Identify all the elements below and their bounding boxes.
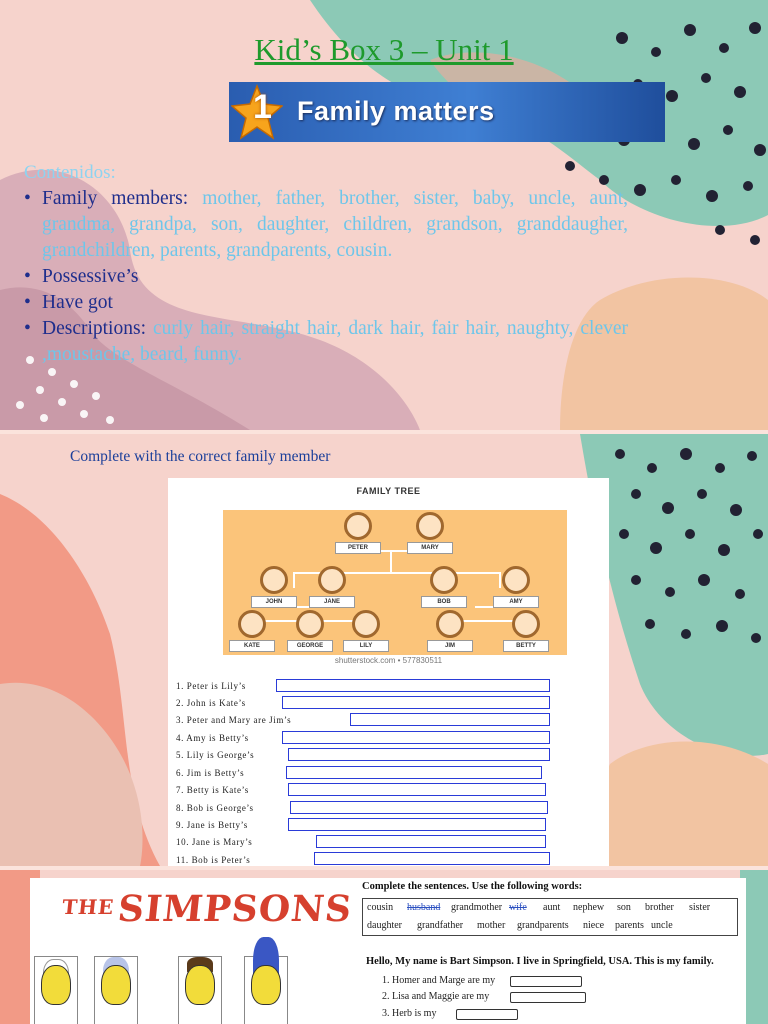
contents-item	[24, 316, 628, 368]
person-john	[251, 566, 297, 608]
item-separator: :	[140, 318, 153, 339]
person-label: BETTY	[503, 640, 549, 652]
word: aunt	[543, 902, 561, 913]
word: nephew	[573, 902, 605, 913]
person-jim	[427, 610, 473, 652]
face-icon	[238, 610, 266, 638]
word: sister	[689, 902, 711, 913]
question-6: 6. Jim is Betty’s	[176, 768, 245, 778]
answer-field-10[interactable]	[316, 835, 546, 848]
word: daughter	[367, 920, 402, 931]
contents-block	[24, 160, 628, 368]
item-heading: Possessive’s	[42, 266, 139, 287]
page-title: Kid’s Box 3 – Unit 1	[254, 32, 514, 67]
item-heading: Family members	[42, 188, 183, 209]
word: son	[617, 902, 631, 913]
question-11: 11. Bob is Peter’s	[176, 855, 251, 865]
answer-field-1[interactable]	[276, 679, 550, 692]
person-label: MARY	[407, 542, 453, 554]
face-icon	[352, 610, 380, 638]
marge-picture	[244, 956, 288, 1024]
item-separator: :	[182, 188, 203, 209]
person-label: BOB	[421, 596, 467, 608]
answer-field-3[interactable]	[350, 713, 550, 726]
item-heading: Have got	[42, 292, 113, 313]
answer-field[interactable]	[510, 976, 582, 987]
logo-text: SIMPSONS	[115, 888, 355, 930]
unit-banner	[229, 82, 665, 142]
question-3: 3. Peter and Mary are Jim’s	[176, 715, 292, 725]
face-icon	[502, 566, 530, 594]
face-icon	[41, 965, 71, 1005]
person-mary	[407, 512, 453, 554]
simpsons-worksheet	[30, 878, 746, 1024]
person-label: AMY	[493, 596, 539, 608]
face-icon	[436, 610, 464, 638]
item-body: mother, father, brother, sister, baby, uncle, aunt, grandma, grandpa, son, daughter, children, grandson, granddaugher, grandchildren, parents, grandparents, cousin.	[42, 188, 628, 261]
face-icon	[318, 566, 346, 594]
answer-field-5[interactable]	[288, 748, 550, 761]
question-10: 10. Jane is Mary’s	[176, 837, 253, 847]
person-kate	[229, 610, 275, 652]
item-body: curly hair, straight hair, dark hair, fair hair, naughty, clever ,moustache, beard, funny.	[42, 318, 628, 365]
answer-field-2[interactable]	[282, 696, 550, 709]
word: mother	[477, 920, 506, 931]
image-credit: shutterstock.com • 577830511	[334, 656, 443, 665]
answer-field-6[interactable]	[286, 766, 542, 779]
word: cousin	[367, 902, 394, 913]
logo-prefix: THE	[60, 895, 116, 919]
slide-3	[0, 870, 768, 1024]
person-label: GEORGE	[287, 640, 333, 652]
face-icon	[260, 566, 288, 594]
face-icon	[296, 610, 324, 638]
word: grandmother	[451, 902, 503, 913]
word: grandparents	[517, 920, 569, 931]
question-4: 4. Amy is Betty’s	[176, 733, 249, 743]
answer-field-4[interactable]	[282, 731, 550, 744]
face-icon	[430, 566, 458, 594]
sentence-text: 2. Lisa and Maggie are my	[382, 991, 490, 1002]
face-icon	[101, 965, 131, 1005]
contents-list	[24, 186, 628, 368]
question-9: 9. Jane is Betty’s	[176, 820, 248, 830]
person-jane	[309, 566, 355, 608]
unit-name: Family matters	[297, 96, 495, 126]
contents-label: Contenidos:	[24, 162, 116, 183]
answer-field-7[interactable]	[288, 783, 546, 796]
simpsons-logo	[60, 888, 354, 930]
slide-2	[0, 434, 768, 866]
face-icon	[344, 512, 372, 540]
contents-item	[24, 186, 628, 264]
sentence-1	[382, 975, 495, 986]
answer-field-8[interactable]	[290, 801, 548, 814]
slide-1	[0, 0, 768, 430]
word-crossed: wife	[509, 902, 527, 913]
person-label: JANE	[309, 596, 355, 608]
family-tree-worksheet	[168, 478, 609, 866]
question-2: 2. John is Kate’s	[176, 698, 246, 708]
unit-number: 1	[253, 88, 272, 126]
person-lily	[343, 610, 389, 652]
contents-item	[24, 290, 628, 316]
item-heading: Descriptions	[42, 318, 141, 339]
word: brother	[645, 902, 674, 913]
grandma-picture	[94, 956, 138, 1024]
herb-picture	[178, 956, 222, 1024]
contents-item	[24, 264, 628, 290]
face-icon	[512, 610, 540, 638]
person-amy	[493, 566, 539, 608]
question-7: 7. Betty is Kate’s	[176, 785, 249, 795]
word: parents	[615, 920, 644, 931]
person-label: PETER	[335, 542, 381, 554]
question-1: 1. Peter is Lily’s	[176, 681, 246, 691]
word-bank	[362, 898, 738, 936]
word: niece	[583, 920, 605, 931]
sentence-text: 3. Herb is my	[382, 1008, 437, 1019]
person-betty	[503, 610, 549, 652]
word-crossed: husband	[407, 902, 441, 913]
word: grandfather	[417, 920, 464, 931]
person-george	[287, 610, 333, 652]
person-bob	[421, 566, 467, 608]
face-icon	[416, 512, 444, 540]
person-peter	[335, 512, 381, 554]
exercise-instruction: Complete with the correct family member	[70, 448, 331, 465]
person-label: JOHN	[251, 596, 297, 608]
sentence-text: 1. Homer and Marge are my	[382, 975, 496, 986]
person-label: JIM	[427, 640, 473, 652]
intro-sentence: Hello, My name is Bart Simpson. I live in Springfield, USA. This is my family.	[366, 956, 714, 967]
question-8: 8. Bob is George’s	[176, 803, 254, 813]
word: uncle	[651, 920, 673, 931]
face-icon	[185, 965, 215, 1005]
person-label: KATE	[229, 640, 275, 652]
grandpa-picture	[34, 956, 78, 1024]
sheet-title: FAMILY TREE	[356, 486, 421, 496]
answer-field[interactable]	[456, 1009, 518, 1020]
task-instruction: Complete the sentences. Use the following words:	[362, 881, 583, 892]
sentence-3	[382, 1008, 436, 1019]
face-icon	[251, 965, 281, 1005]
answer-field-9[interactable]	[288, 818, 546, 831]
person-label: LILY	[343, 640, 389, 652]
family-tree	[223, 510, 567, 655]
question-5: 5. Lily is George’s	[176, 750, 255, 760]
answer-field-11[interactable]	[314, 852, 550, 865]
sentence-2	[382, 991, 489, 1002]
answer-field[interactable]	[510, 992, 586, 1003]
